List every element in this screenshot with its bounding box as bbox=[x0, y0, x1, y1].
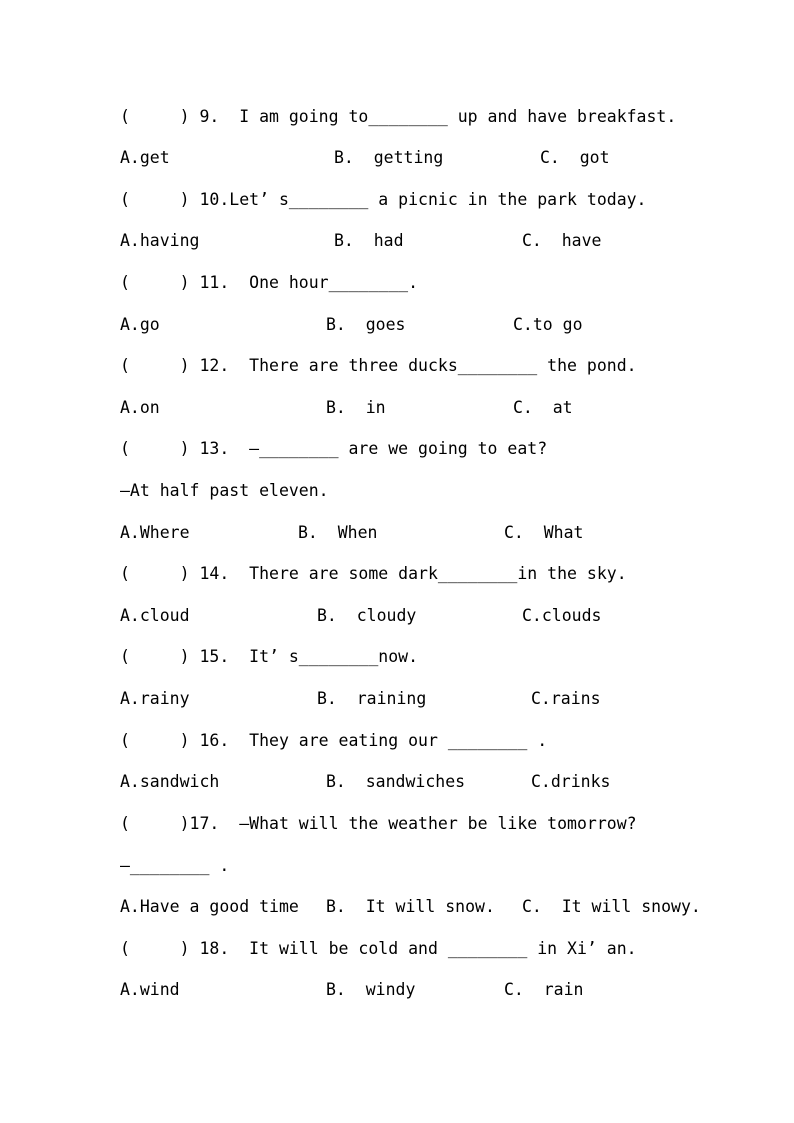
option-b: B. had bbox=[334, 231, 404, 250]
option-a: A.on bbox=[120, 398, 160, 417]
question-11: ( ) 11. One hour________. bbox=[120, 273, 419, 292]
option-a: A.Have a good time bbox=[120, 897, 299, 916]
option-b: B. getting bbox=[334, 148, 444, 167]
option-c: C.to go bbox=[513, 315, 583, 334]
option-a: A.sandwich bbox=[120, 772, 220, 791]
question-17-answer-line: —________ . bbox=[120, 856, 230, 875]
option-c: C. It will snowy. bbox=[522, 897, 701, 916]
question-16: ( ) 16. They are eating our ________ . bbox=[120, 731, 548, 750]
option-a: A.Where bbox=[120, 523, 190, 542]
question-13: ( ) 13. —________ are we going to eat? bbox=[120, 439, 548, 458]
option-b: B. cloudy bbox=[317, 606, 417, 625]
option-c: C. What bbox=[504, 523, 584, 542]
option-c: C.clouds bbox=[522, 606, 602, 625]
option-b: B. sandwiches bbox=[326, 772, 466, 791]
option-c: C.rains bbox=[531, 689, 601, 708]
option-a: A.go bbox=[120, 315, 160, 334]
question-14: ( ) 14. There are some dark________in the sky. bbox=[120, 564, 627, 583]
question-18: ( ) 18. It will be cold and ________ in Xi’ an. bbox=[120, 939, 637, 958]
question-17: ( )17. —What will the weather be like tomorrow? bbox=[120, 814, 637, 833]
option-c: C. got bbox=[540, 148, 610, 167]
question-13-answer-line: —At half past eleven. bbox=[120, 481, 329, 500]
option-b: B. goes bbox=[326, 315, 406, 334]
option-b: B. It will snow. bbox=[326, 897, 495, 916]
question-9: ( ) 9. I am going to________ up and have breakfast. bbox=[120, 107, 677, 126]
option-b: B. in bbox=[326, 398, 386, 417]
option-c: C. at bbox=[513, 398, 573, 417]
option-c: C.drinks bbox=[531, 772, 611, 791]
option-a: A.get bbox=[120, 148, 170, 167]
question-10: ( ) 10.Let’ s________ a picnic in the park today. bbox=[120, 190, 647, 209]
option-c: C. have bbox=[522, 231, 602, 250]
option-a: A.having bbox=[120, 231, 200, 250]
option-a: A.cloud bbox=[120, 606, 190, 625]
option-c: C. rain bbox=[504, 980, 584, 999]
option-b: B. windy bbox=[326, 980, 416, 999]
question-15: ( ) 15. It’ s________now. bbox=[120, 647, 419, 666]
option-b: B. When bbox=[298, 523, 378, 542]
question-12: ( ) 12. There are three ducks________ the pond. bbox=[120, 356, 637, 375]
option-a: A.wind bbox=[120, 980, 180, 999]
option-b: B. raining bbox=[317, 689, 427, 708]
option-a: A.rainy bbox=[120, 689, 190, 708]
